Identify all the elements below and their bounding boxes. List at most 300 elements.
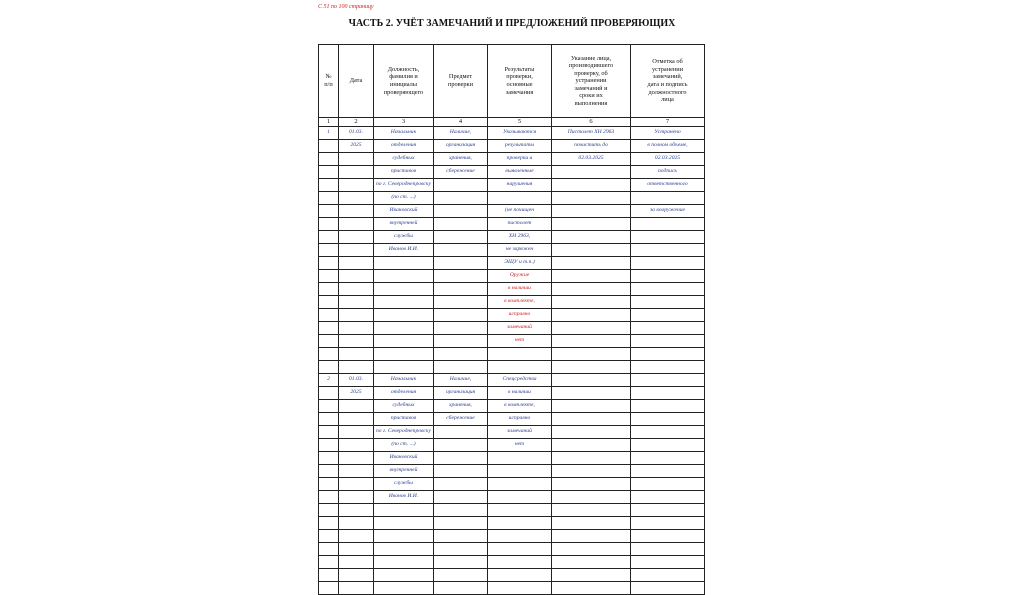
table-cell (339, 179, 374, 192)
table-cell (552, 556, 631, 569)
table-cell: сбережение (434, 413, 488, 426)
table-cell (319, 153, 339, 166)
table-row (319, 205, 705, 218)
table-cell (339, 426, 374, 439)
table-cell (319, 569, 339, 582)
column-header-line: Должность, (387, 65, 420, 73)
table-cell (631, 556, 705, 569)
table-cell (319, 348, 339, 361)
table-cell (319, 309, 339, 322)
table-cell (339, 296, 374, 309)
table-cell (319, 166, 339, 179)
table-cell (374, 296, 434, 309)
table-cell (339, 309, 374, 322)
table-cell (339, 218, 374, 231)
table-cell (631, 452, 705, 465)
table-cell (319, 556, 339, 569)
table-cell: приставов (374, 166, 434, 179)
table-row (319, 166, 705, 179)
table-cell (319, 387, 339, 400)
table-cell: внутренней (374, 465, 434, 478)
table-cell (552, 582, 631, 595)
column-header-3 (374, 45, 434, 118)
table-cell: Начальник (374, 127, 434, 140)
table-cell: (по ст. ...) (374, 192, 434, 205)
table-cell (339, 257, 374, 270)
table-cell (434, 465, 488, 478)
table-cell (339, 491, 374, 504)
table-cell (488, 556, 552, 569)
table-cell: Спецсредства (488, 374, 552, 387)
table-cell (374, 283, 434, 296)
table-cell (339, 283, 374, 296)
table-cell (319, 582, 339, 595)
table-cell (552, 374, 631, 387)
table-cell (631, 374, 705, 387)
table-cell: судебных (374, 400, 434, 413)
table-cell (339, 400, 374, 413)
table-cell: не заряжен (488, 244, 552, 257)
table-cell (631, 439, 705, 452)
table-cell (434, 179, 488, 192)
table-cell (552, 361, 631, 374)
table-cell (319, 517, 339, 530)
column-number: 3 (374, 118, 434, 127)
column-header-line: проверку, об (574, 69, 608, 77)
table-cell (434, 322, 488, 335)
table-row (319, 452, 705, 465)
table-cell (339, 244, 374, 257)
table-cell (552, 504, 631, 517)
table-cell (631, 335, 705, 348)
table-cell (631, 231, 705, 244)
table-cell (552, 309, 631, 322)
table-cell (631, 543, 705, 556)
table-cell: в наличии (488, 387, 552, 400)
table-cell (339, 270, 374, 283)
table-cell (552, 335, 631, 348)
table-row (319, 309, 705, 322)
table-cell: в наличии (488, 283, 552, 296)
table-cell: ХН 2963, (488, 231, 552, 244)
table-cell (631, 361, 705, 374)
table-cell (552, 387, 631, 400)
table-cell (339, 569, 374, 582)
column-header-5 (488, 45, 552, 118)
table-cell (374, 335, 434, 348)
table-cell (434, 257, 488, 270)
table-cell: Наличие, (434, 374, 488, 387)
table-cell (552, 478, 631, 491)
column-header-line: должностного (648, 88, 687, 96)
column-header-7 (631, 45, 705, 118)
column-header-line: Дата (349, 77, 363, 85)
table-cell (434, 491, 488, 504)
table-cell: исправно (488, 309, 552, 322)
table-cell (319, 205, 339, 218)
table-row (319, 478, 705, 491)
table-row (319, 348, 705, 361)
table-row (319, 491, 705, 504)
table-cell (552, 491, 631, 504)
table-cell (552, 465, 631, 478)
column-number: 2 (339, 118, 374, 127)
table-row (319, 257, 705, 270)
table-cell: хранения, (434, 153, 488, 166)
column-header-line: проверяющего (383, 88, 424, 96)
table-cell (434, 205, 488, 218)
table-cell (552, 452, 631, 465)
table-cell: службы (374, 478, 434, 491)
table-cell (552, 348, 631, 361)
table-cell (631, 283, 705, 296)
table-row (319, 569, 705, 582)
table-cell: нарушения (488, 179, 552, 192)
table-row (319, 231, 705, 244)
table-cell: ответственного (631, 179, 705, 192)
table-cell (631, 309, 705, 322)
column-header-line: выполнения (574, 99, 608, 107)
table-cell (488, 348, 552, 361)
column-header-line: устранении (652, 65, 683, 73)
table-cell (319, 478, 339, 491)
column-header-line: проверки (448, 81, 473, 88)
table-cell: пистолет (488, 218, 552, 231)
table-cell: Наличие, (434, 127, 488, 140)
table-cell (631, 387, 705, 400)
table-cell (319, 335, 339, 348)
table-cell (434, 426, 488, 439)
table-cell (631, 322, 705, 335)
table-cell (552, 439, 631, 452)
table-cell (631, 504, 705, 517)
table-cell (631, 244, 705, 257)
column-header-line: замечаний и (574, 84, 608, 92)
column-header-line: проверки, (506, 73, 533, 81)
table-row (319, 400, 705, 413)
column-number: 1 (319, 118, 339, 127)
table-cell: сбережение (434, 166, 488, 179)
table-cell (552, 257, 631, 270)
table-cell (319, 270, 339, 283)
table-cell (434, 439, 488, 452)
table-cell (552, 192, 631, 205)
table-cell: Указываются (488, 127, 552, 140)
table-cell (434, 556, 488, 569)
table-cell (339, 322, 374, 335)
table-cell: нет (488, 439, 552, 452)
table-cell (434, 218, 488, 231)
table-cell (339, 439, 374, 452)
table-cell (319, 322, 339, 335)
table-cell: Иванов И.И. (374, 491, 434, 504)
column-number-row (319, 118, 705, 127)
table-cell (319, 244, 339, 257)
table-cell: в комплекте, (488, 400, 552, 413)
table-cell (552, 244, 631, 257)
table-cell (552, 205, 631, 218)
table-cell (631, 270, 705, 283)
column-header-line: замечаний, (652, 73, 683, 81)
table-cell (552, 530, 631, 543)
column-number: 4 (434, 118, 488, 127)
table-row (319, 504, 705, 517)
table-cell: внутренней (374, 218, 434, 231)
table-cell: в полном объеме, (631, 140, 705, 153)
table-cell (374, 530, 434, 543)
table-cell: организация (434, 387, 488, 400)
table-cell: (по ст. ...) (374, 439, 434, 452)
table-cell (434, 543, 488, 556)
table-cell (319, 426, 339, 439)
table-row (319, 153, 705, 166)
table-row (319, 218, 705, 231)
table-cell (552, 218, 631, 231)
table-cell (339, 452, 374, 465)
table-cell (631, 582, 705, 595)
table-cell (434, 296, 488, 309)
table-cell (319, 231, 339, 244)
table-cell: Пистолет ХН 2963 (552, 127, 631, 140)
table-cell (488, 543, 552, 556)
table-cell (339, 517, 374, 530)
table-cell (339, 465, 374, 478)
table-cell (552, 413, 631, 426)
table-cell: нет (488, 335, 552, 348)
table-cell (319, 361, 339, 374)
table-cell (488, 192, 552, 205)
table-row (319, 361, 705, 374)
table-cell (434, 569, 488, 582)
table-cell (488, 478, 552, 491)
table-cell (434, 582, 488, 595)
table-cell (488, 465, 552, 478)
table-cell: по г. Североднепровску (374, 426, 434, 439)
table-cell: за вооружение (631, 205, 705, 218)
table-row (319, 426, 705, 439)
table-cell: Начальник (374, 374, 434, 387)
table-cell (434, 283, 488, 296)
table-cell: отделения (374, 140, 434, 153)
table-cell (434, 335, 488, 348)
remarks-table (318, 44, 705, 595)
table-cell: 2025 (339, 140, 374, 153)
table-cell (631, 491, 705, 504)
table-cell (631, 530, 705, 543)
table-cell (488, 569, 552, 582)
table-cell (319, 283, 339, 296)
table-cell (374, 309, 434, 322)
table-cell (488, 517, 552, 530)
table-cell (339, 348, 374, 361)
table-cell (631, 257, 705, 270)
table-cell (339, 413, 374, 426)
table-cell (488, 504, 552, 517)
table-cell (374, 322, 434, 335)
table-cell (552, 166, 631, 179)
table-cell: выявленные (488, 166, 552, 179)
table-cell (339, 478, 374, 491)
table-cell (488, 491, 552, 504)
table-cell (552, 426, 631, 439)
column-header-line: основные (506, 81, 533, 88)
table-row (319, 556, 705, 569)
table-cell (631, 192, 705, 205)
table-cell (434, 309, 488, 322)
table-cell (434, 530, 488, 543)
table-cell (319, 491, 339, 504)
table-cell (319, 465, 339, 478)
table-cell: результаты (488, 140, 552, 153)
table-cell (339, 556, 374, 569)
table-cell: подпись (631, 166, 705, 179)
column-header-line: Указание лица, (570, 54, 612, 62)
table-cell (488, 530, 552, 543)
table-row (319, 296, 705, 309)
table-cell: отделения (374, 387, 434, 400)
table-cell: Устранено (631, 127, 705, 140)
table-cell (552, 400, 631, 413)
column-header-6 (552, 45, 631, 118)
table-cell (552, 517, 631, 530)
table-cell (319, 296, 339, 309)
column-header-4 (434, 45, 488, 118)
table-cell (434, 452, 488, 465)
table-row (319, 517, 705, 530)
table-cell: по г. Североднепровску (374, 179, 434, 192)
column-header-line: лица (661, 96, 674, 104)
table-row (319, 335, 705, 348)
table-row (319, 374, 705, 387)
table-cell (374, 543, 434, 556)
table-row (319, 322, 705, 335)
table-cell (339, 205, 374, 218)
table-cell (319, 413, 339, 426)
table-cell: (не почищен (488, 205, 552, 218)
table-cell (374, 569, 434, 582)
table-cell (488, 582, 552, 595)
column-header-line: инициалы (389, 81, 418, 88)
table-row (319, 582, 705, 595)
table-cell (319, 192, 339, 205)
table-cell (631, 400, 705, 413)
table-cell (339, 361, 374, 374)
table-cell (319, 257, 339, 270)
table-row (319, 543, 705, 556)
table-cell (552, 231, 631, 244)
table-cell (319, 543, 339, 556)
table-cell (552, 569, 631, 582)
table-cell: организация (434, 140, 488, 153)
column-header-line: производившего (568, 62, 614, 70)
table-cell (339, 335, 374, 348)
table-cell: 01.03. (339, 374, 374, 387)
table-cell (631, 296, 705, 309)
table-cell: в комплекте, (488, 296, 552, 309)
table-row (319, 140, 705, 153)
table-cell: ЭЩУ и т.п.) (488, 257, 552, 270)
table-cell (339, 543, 374, 556)
table-row (319, 179, 705, 192)
table-cell (631, 569, 705, 582)
table-cell (339, 504, 374, 517)
table-cell: 02.03.2025 (552, 153, 631, 166)
table-row (319, 413, 705, 426)
table-row (319, 465, 705, 478)
column-header-line: п/п (324, 81, 333, 88)
table-cell (434, 192, 488, 205)
table-cell: Ивановский (374, 452, 434, 465)
table-cell (552, 270, 631, 283)
table-cell (374, 504, 434, 517)
table-cell (434, 270, 488, 283)
table-cell (374, 517, 434, 530)
table-cell: 1 (319, 127, 339, 140)
page-title: ЧАСТЬ 2. УЧЁТ ЗАМЕЧАНИЙ И ПРЕДЛОЖЕНИЙ ПРОВЕРЯЮЩИХ (348, 18, 676, 29)
column-header-line: Предмет (448, 73, 473, 81)
table-cell: судебных (374, 153, 434, 166)
table-cell (434, 361, 488, 374)
column-header-2 (339, 45, 374, 118)
table-cell (631, 465, 705, 478)
table-cell: замечаний (488, 322, 552, 335)
table-cell (552, 322, 631, 335)
column-header-line: дата и подпись (647, 81, 688, 88)
table-cell (374, 556, 434, 569)
table-row (319, 530, 705, 543)
table-cell: 2 (319, 374, 339, 387)
table-cell (552, 179, 631, 192)
table-row (319, 439, 705, 452)
table-cell (434, 231, 488, 244)
table-cell (319, 179, 339, 192)
table-cell: 2025 (339, 387, 374, 400)
table-cell: службы (374, 231, 434, 244)
table-header-row (319, 45, 705, 118)
column-header-line: замечания (505, 88, 534, 96)
table-cell (319, 400, 339, 413)
table-cell: 02.03.2025 (631, 153, 705, 166)
table-row (319, 283, 705, 296)
table-cell (434, 244, 488, 257)
table-cell: проверки и (488, 153, 552, 166)
column-header-line: Отметка об (652, 58, 683, 66)
table-cell (488, 361, 552, 374)
table-cell (374, 348, 434, 361)
table-cell (552, 283, 631, 296)
table-cell (374, 270, 434, 283)
column-header-line: устранении (575, 77, 607, 85)
table-cell: почистить до (552, 140, 631, 153)
table-cell (631, 478, 705, 491)
table-cell (319, 504, 339, 517)
table-row (319, 270, 705, 283)
table-cell: хранения, (434, 400, 488, 413)
table-cell (434, 478, 488, 491)
page-range-note: С 51 по 100 страницу (318, 4, 374, 10)
column-number: 5 (488, 118, 552, 127)
table-cell (434, 504, 488, 517)
table-cell (319, 439, 339, 452)
table-row (319, 387, 705, 400)
table-cell (552, 296, 631, 309)
table-cell (339, 153, 374, 166)
table-cell (631, 426, 705, 439)
table-cell (631, 517, 705, 530)
table-cell: Оружие (488, 270, 552, 283)
table-cell (339, 166, 374, 179)
table-cell (339, 530, 374, 543)
